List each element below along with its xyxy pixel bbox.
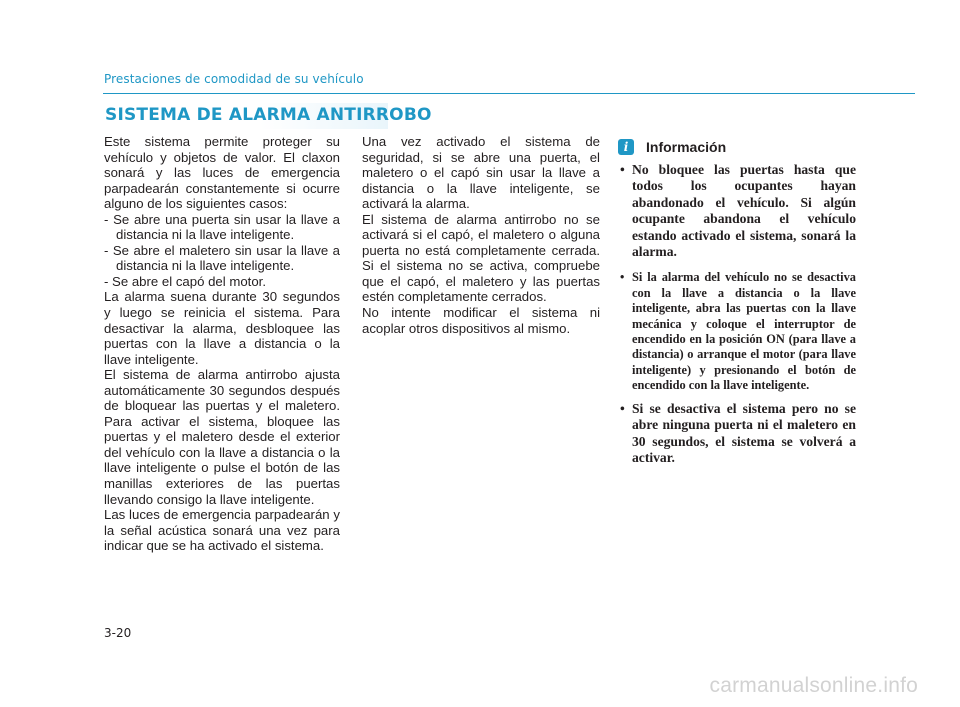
page-number: 3-20 [104, 626, 132, 640]
info-title: Información [646, 139, 727, 155]
info-item [618, 162, 856, 260]
info-list [618, 162, 856, 466]
info-icon: i [618, 139, 634, 155]
column-left [104, 134, 340, 554]
alarm-duration-paragraph: La alarma suena durante 30 segundos y luego se reinicia el sistema. Para desactivar la alarma, desbloquee las puertas con la llave a distancia o la llave inteligente. [104, 289, 340, 367]
confirmation-paragraph: Las luces de emergencia parpadearán y la señal acústica sonará una vez para indicar que se ha activado el sistema. [104, 507, 340, 554]
trigger-paragraph: Una vez activado el sistema de seguridad, si se abre una puerta, el maletero o el capó sin usar la llave a distancia o la llave inteligente, se activará la alarma. [362, 134, 600, 212]
case-item: - Se abre el capó del motor. [104, 273, 267, 289]
bullet-icon: • [620, 270, 625, 285]
watermark: carmanualsonline.info [709, 674, 918, 697]
bullet-icon: • [620, 400, 625, 416]
not-activated-paragraph: El sistema de alarma antirrobo no se activará si el capó, el maletero o alguna puerta no está completamente cerrada. Si el sistema no se activa, compruebe que el capó, el maletero y las puertas estén completamente cerrados. [362, 211, 600, 305]
info-item-text: Si se desactiva el sistema pero no se abre ninguna puerta ni el maletero en 30 segundos, el sistema se volverá a activar. [632, 400, 856, 465]
section-label: Prestaciones de comodidad de su vehículo [104, 72, 364, 86]
case-item: - Se abre el maletero sin usar la llave a distancia ni la llave inteligente. [104, 242, 340, 274]
info-item [618, 270, 856, 393]
activation-paragraph: El sistema de alarma antirrobo ajusta automáticamente 30 segundos después de bloquear las puertas y el maletero. Para activar el sistema, bloquee las puertas y el maletero desde el exterior del vehículo con la llave a distancia o la llave inteligente o pulse el botón de las manillas exteriores de las puertas llevando consigo la llave inteligente. [104, 367, 340, 507]
info-item [618, 401, 856, 467]
column-middle [362, 134, 600, 336]
case-item: - Se abre una puerta sin usar la llave a distancia ni la llave inteligente. [104, 211, 340, 243]
bullet-icon: • [620, 162, 625, 177]
info-header [618, 139, 726, 155]
header-divider [103, 93, 915, 94]
info-item-text: No bloquee las puertas hasta que todos los ocupantes hayan abandonado el vehículo. Si algún ocupante abandona el vehículo estando activado el sistema, sonará la alarma. [632, 162, 856, 260]
page-title: SISTEMA DE ALARMA ANTIRROBO [105, 105, 432, 125]
warning-paragraph: No intente modificar el sistema ni acoplar otros dispositivos al mismo. [362, 305, 600, 336]
info-item-text: Si la alarma del vehículo no se desactiva con la llave a distancia o la llave inteligente, abra las puertas con la llave mecánica y coloque el interruptor de encendido en la posición ON (para llave a distancia) o arranque el motor (para llave inteligente) y presionando el botón de encendido con la llave inteligente. [632, 270, 856, 393]
intro-paragraph: Este sistema permite proteger su vehículo y objetos de valor. El claxon sonará y las luces de emergencia parpadearán constantemente si ocurre alguno de los siguientes casos: [104, 134, 340, 212]
